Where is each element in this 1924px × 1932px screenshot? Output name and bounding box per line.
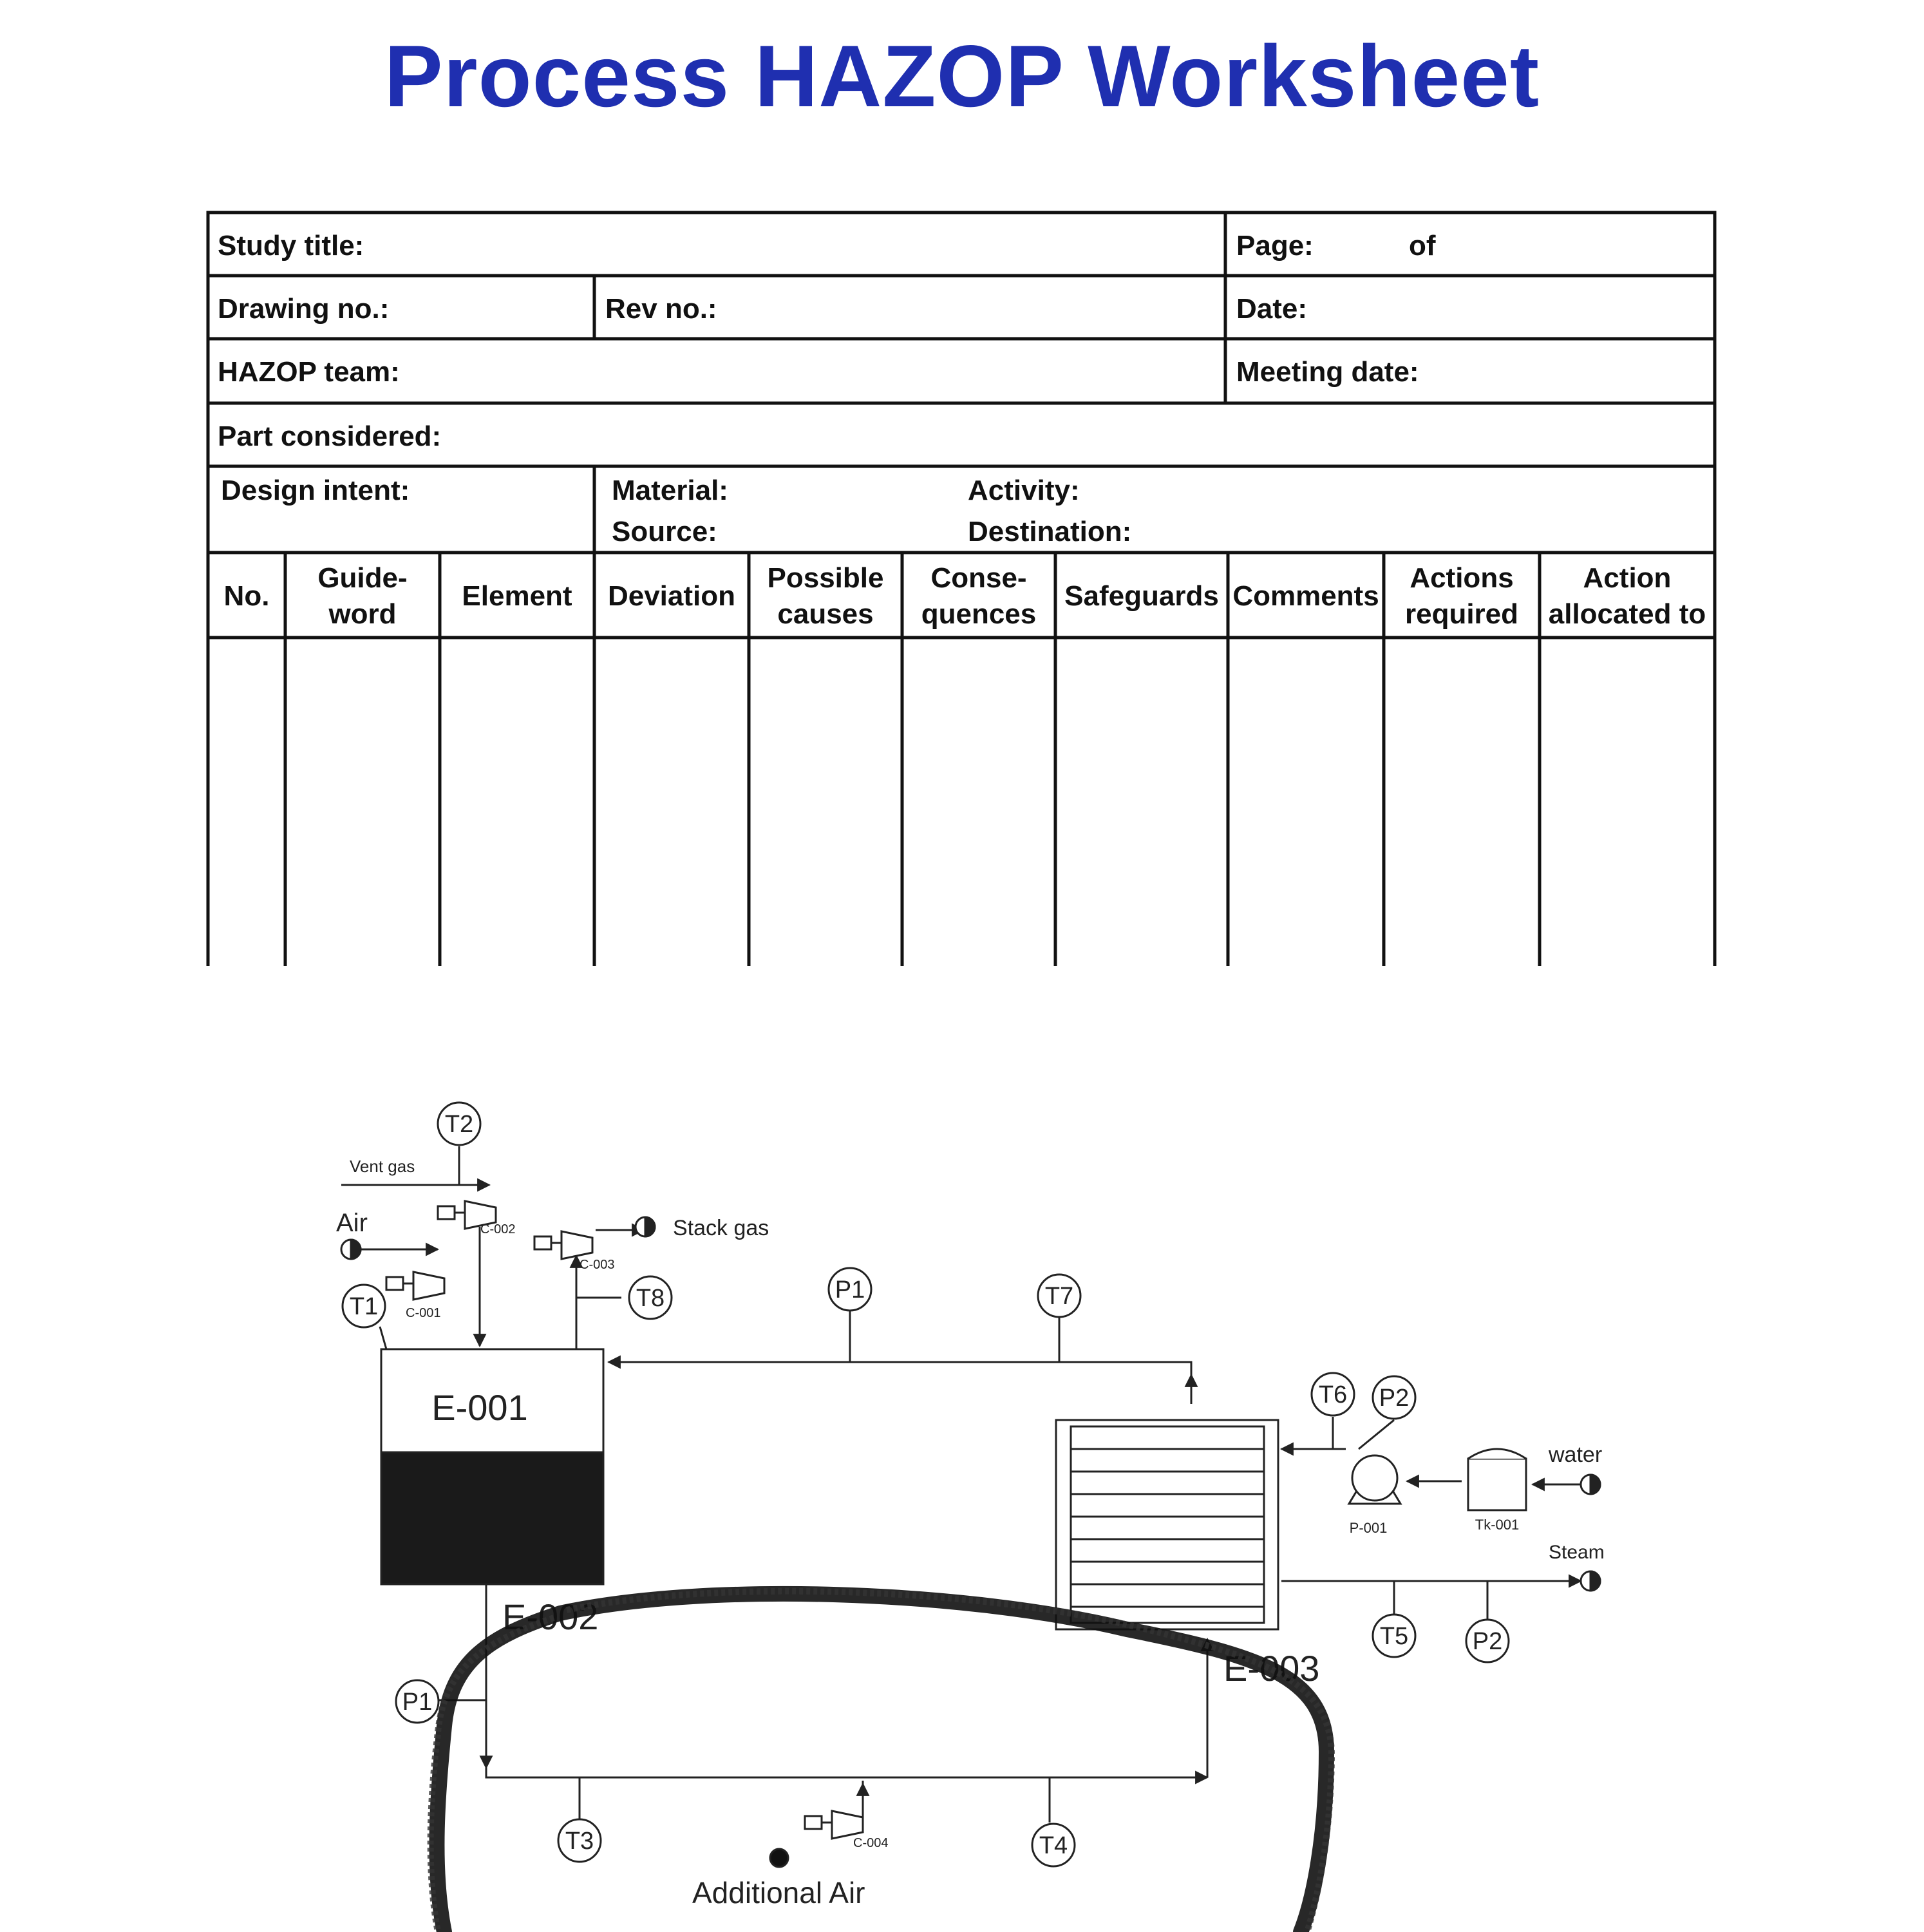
e003-label: E-003 [1223, 1648, 1320, 1689]
air-source-icon [341, 1240, 361, 1259]
c004-label: C-004 [853, 1836, 889, 1850]
t5-label: T5 [1379, 1623, 1409, 1650]
e003-heat-exchanger [1056, 1420, 1278, 1629]
col-element: Element [462, 580, 572, 612]
col-action-allocated-line2: allocated to [1548, 598, 1706, 630]
stack-gas-endpoint-icon [636, 1217, 655, 1236]
e001-vessel [381, 1349, 603, 1584]
p001-label: P-001 [1349, 1520, 1388, 1536]
p2-steam-label: P2 [1472, 1628, 1503, 1655]
steam-endpoint-icon [1581, 1571, 1600, 1591]
col-comments: Comments [1232, 580, 1379, 612]
tank-tk001-icon [1468, 1449, 1526, 1510]
c001-compressor-icon [386, 1272, 444, 1300]
steam-label: Steam [1549, 1542, 1605, 1563]
page-of-label: of [1409, 230, 1436, 261]
col-actions-required-line1: Actions [1410, 562, 1514, 594]
col-consequences-line1: Conse- [930, 562, 1027, 594]
t1-label: T1 [349, 1293, 379, 1320]
col-action-allocated-line1: Action [1583, 562, 1672, 594]
e002-label: E-002 [502, 1596, 599, 1637]
additional-air-label: Additional Air [692, 1876, 865, 1909]
pump-p001-icon [1349, 1455, 1401, 1504]
t2-label: T2 [444, 1111, 474, 1138]
additional-air-source-icon [770, 1849, 788, 1867]
p1-left-label: P1 [402, 1689, 433, 1716]
material-label: Material: [612, 475, 728, 506]
col-guide-word-line1: Guide- [317, 562, 408, 594]
e001-label: E-001 [431, 1387, 528, 1428]
t8-label: T8 [636, 1285, 665, 1312]
air-label: Air [336, 1209, 368, 1237]
t6-label: T6 [1318, 1381, 1348, 1408]
tk001-label: Tk-001 [1475, 1517, 1520, 1533]
water-label: water [1549, 1443, 1603, 1467]
drawing-no-label: Drawing no.: [218, 293, 390, 325]
vent-gas-label: Vent gas [350, 1157, 415, 1176]
t3-label: T3 [565, 1828, 594, 1855]
t7-label: T7 [1044, 1283, 1074, 1310]
col-actions-required-line2: required [1404, 598, 1519, 630]
activity-label: Activity: [968, 475, 1080, 506]
col-no: No. [223, 580, 270, 612]
col-deviation: Deviation [607, 580, 736, 612]
c002-label: C-002 [480, 1222, 516, 1236]
c003-label: C-003 [580, 1258, 615, 1272]
e003-return-line [608, 1362, 1191, 1397]
col-possible-causes-line1: Possible [767, 562, 884, 594]
c001-label: C-001 [406, 1306, 441, 1320]
water-source-icon [1581, 1475, 1600, 1494]
t4-label: T4 [1039, 1832, 1068, 1859]
col-consequences-line2: quences [921, 598, 1037, 630]
hazop-team-label: HAZOP team: [218, 356, 400, 388]
c004-compressor-icon [805, 1811, 863, 1839]
col-possible-causes-line2: causes [777, 598, 874, 630]
study-title-label: Study title: [218, 230, 364, 261]
destination-label: Destination: [968, 516, 1132, 547]
page-title: Process HAZOP Worksheet [384, 27, 1540, 125]
stack-gas-label: Stack gas [673, 1216, 769, 1240]
part-considered-label: Part considered: [218, 421, 442, 452]
col-guide-word-line2: word [328, 598, 397, 630]
source-label: Source: [612, 516, 717, 547]
date-label: Date: [1236, 293, 1308, 325]
p2-pump-label: P2 [1379, 1385, 1410, 1412]
meeting-date-label: Meeting date: [1236, 356, 1419, 388]
p1-top-label: P1 [835, 1276, 865, 1303]
col-safeguards: Safeguards [1064, 580, 1219, 612]
c003-compressor-icon [534, 1231, 592, 1259]
page-label: Page: [1236, 230, 1314, 261]
design-intent-label: Design intent: [221, 475, 410, 506]
rev-no-label: Rev no.: [605, 293, 717, 325]
